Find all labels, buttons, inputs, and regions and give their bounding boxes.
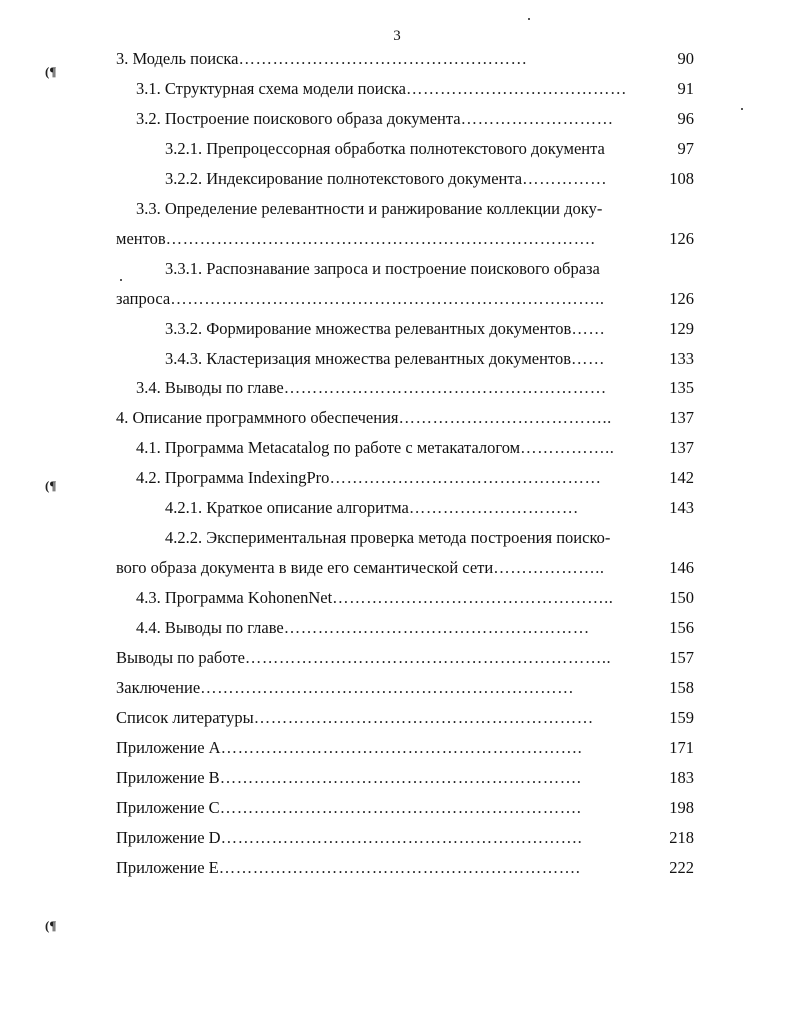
toc-page-number: 218: [669, 827, 694, 847]
toc-entry[interactable]: [116, 44, 694, 74]
toc-entry[interactable]: [116, 673, 694, 703]
toc-entry-title: 4.3. Программа KohonenNet: [136, 588, 333, 608]
toc-leader-dots: ……………………………………………………….: [219, 797, 582, 817]
toc-entry-title: 4.2.2. Экспериментальная проверка метода построения поиско-: [165, 528, 611, 548]
toc-entry-title: 3.2.2. Индексирование полнотекстового документа: [165, 168, 523, 188]
toc-entry[interactable]: [116, 523, 694, 553]
toc-entry-title: Выводы по работе: [116, 648, 245, 668]
toc-leader-dots: ……………………………………………………….: [218, 857, 581, 877]
toc-entry[interactable]: [116, 643, 694, 673]
toc-entry[interactable]: [116, 703, 694, 733]
toc-page-number: 159: [669, 707, 694, 727]
toc-page-number: 91: [677, 78, 694, 98]
toc-entry-title: Список литературы: [116, 707, 254, 727]
toc-entry-title: Приложение В: [116, 767, 220, 787]
toc-entry[interactable]: [116, 853, 694, 883]
toc-entry[interactable]: [116, 164, 694, 194]
toc-leader-dots: …………………………………………………: [283, 378, 607, 398]
toc-entry-title: 3.4.3. Кластеризация множества релевантных документов: [165, 348, 571, 368]
toc-page-number: 137: [669, 438, 694, 458]
scan-speck: [741, 108, 743, 110]
toc-leader-dots: ………………………: [460, 108, 614, 128]
toc-entry-title: запроса: [116, 288, 171, 308]
toc-entry[interactable]: [116, 224, 694, 254]
toc-page-number: 97: [677, 138, 694, 158]
toc-leader-dots: …………………………………………..: [332, 588, 614, 608]
toc-entry[interactable]: [116, 104, 694, 134]
toc-entry[interactable]: [116, 793, 694, 823]
toc-entry-title: 3.3.1. Распознавание запроса и построение поискового образа: [165, 258, 600, 278]
toc-entry[interactable]: [116, 194, 694, 224]
toc-page-number: 198: [669, 797, 694, 817]
toc-entry[interactable]: [116, 763, 694, 793]
toc-page-number: 142: [669, 468, 694, 488]
toc-entry-title: 3.3.2. Формирование множества релевантных документов: [165, 318, 572, 338]
toc-leader-dots: ………………………………..: [398, 408, 612, 428]
toc-entry-title: Заключение: [116, 678, 201, 698]
toc-entry-title: 4.2. Программа IndexingPro: [136, 468, 330, 488]
toc-page-number: 146: [669, 558, 694, 578]
toc-page-number: 158: [669, 678, 694, 698]
toc-entry-title: вого образа документа в виде его семантической сети: [116, 558, 494, 578]
toc-page-number: 222: [669, 857, 694, 877]
scan-speck: [528, 18, 530, 20]
toc-page-number: 156: [669, 618, 694, 638]
toc-leader-dots: …………………………………………: [329, 468, 602, 488]
toc-leader-dots: ………………………………………………: [283, 618, 590, 638]
toc-entry[interactable]: [116, 134, 694, 164]
toc-entry-title: Приложение D: [116, 827, 221, 847]
toc-leader-dots: ………………………………………………………..: [244, 648, 612, 668]
toc-entry-title: 4.2.1. Краткое описание алгоритма: [165, 498, 409, 518]
toc-page-number: 90: [677, 49, 694, 68]
toc-entry[interactable]: [116, 373, 694, 403]
toc-page-number: 126: [669, 228, 694, 248]
toc-entry-title: ментов: [116, 228, 166, 248]
toc-entry[interactable]: [116, 613, 694, 643]
toc-page-number: 96: [677, 108, 694, 128]
toc-entry[interactable]: [116, 344, 694, 374]
page-number: 3: [393, 28, 401, 44]
toc-page-number: 133: [669, 348, 694, 368]
toc-entry[interactable]: [116, 553, 694, 583]
toc-entry[interactable]: [116, 583, 694, 613]
toc-page-number: 126: [669, 288, 694, 308]
toc-entry-title: 3.3. Определение релевантности и ранжирование коллекции доку-: [136, 198, 603, 218]
toc-entry-title: 3.2.1. Препроцессорная обработка полнотекстового документа: [165, 138, 605, 158]
toc-leader-dots: …………………………………………………………: [200, 678, 575, 698]
toc-page-number: 137: [669, 408, 694, 428]
toc-leader-dots: ……………………………………………: [238, 49, 528, 68]
toc-entry-title: Приложение А: [116, 737, 221, 757]
toc-page-number: 108: [669, 168, 694, 188]
toc-entry[interactable]: [116, 314, 694, 344]
toc-leader-dots: ……: [571, 348, 605, 368]
toc-entry-title: 4.1. Программа Metacatalog по работе с метакаталогом: [136, 438, 521, 458]
toc-entry[interactable]: [116, 254, 694, 284]
table-of-contents: [116, 44, 694, 883]
toc-entry[interactable]: [116, 284, 694, 314]
toc-leader-dots: ………………………………………………………………….: [165, 228, 596, 248]
toc-leader-dots: …………………………………………………………………..: [170, 288, 605, 308]
toc-leader-dots: ……………: [522, 168, 608, 188]
toc-page-number: 135: [669, 378, 694, 398]
toc-page-number: 150: [669, 588, 694, 608]
toc-entry[interactable]: [116, 403, 694, 433]
toc-leader-dots: ………………..: [493, 558, 605, 578]
toc-page-number: 143: [669, 498, 694, 518]
toc-leader-dots: ……………………………………………………: [253, 707, 594, 727]
toc-leader-dots: ……………………………………………………….: [220, 737, 583, 757]
margin-mark: (¶: [45, 478, 57, 493]
margin-mark: (¶: [45, 918, 57, 933]
toc-entry-title: 3.2. Построение поискового образа документа: [136, 108, 461, 128]
toc-leader-dots: …………………………………: [406, 78, 628, 98]
toc-entry-title: 4.4. Выводы по главе: [136, 618, 284, 638]
toc-leader-dots: ……: [571, 318, 606, 338]
toc-page-number: 171: [669, 737, 694, 757]
toc-entry[interactable]: [116, 74, 694, 104]
toc-leader-dots: ……………………………………………………….: [219, 767, 582, 787]
toc-leader-dots: ……………..: [520, 438, 615, 458]
toc-page-number: 183: [669, 767, 694, 787]
toc-leader-dots: ……………………………………………………….: [220, 827, 583, 847]
toc-entry[interactable]: [116, 493, 694, 523]
toc-entry-title: 3.4. Выводы по главе: [136, 378, 284, 398]
toc-entry[interactable]: [116, 733, 694, 763]
toc-page-number: 157: [669, 648, 694, 668]
toc-entry-title: 3.1. Структурная схема модели поиска: [136, 78, 407, 98]
toc-leader-dots: …………………………: [408, 498, 579, 518]
toc-entry-title: 4. Описание программного обеспечения: [116, 408, 399, 428]
toc-entry[interactable]: [116, 433, 694, 463]
toc-entry[interactable]: [116, 463, 694, 493]
toc-entry[interactable]: [116, 823, 694, 853]
toc-entry-title: Приложение Е: [116, 857, 219, 877]
margin-mark: (¶: [45, 64, 57, 79]
toc-page-number: 129: [669, 318, 694, 338]
toc-entry-title: Приложение С: [116, 797, 220, 817]
toc-entry-title: 3. Модель поиска: [116, 49, 239, 68]
